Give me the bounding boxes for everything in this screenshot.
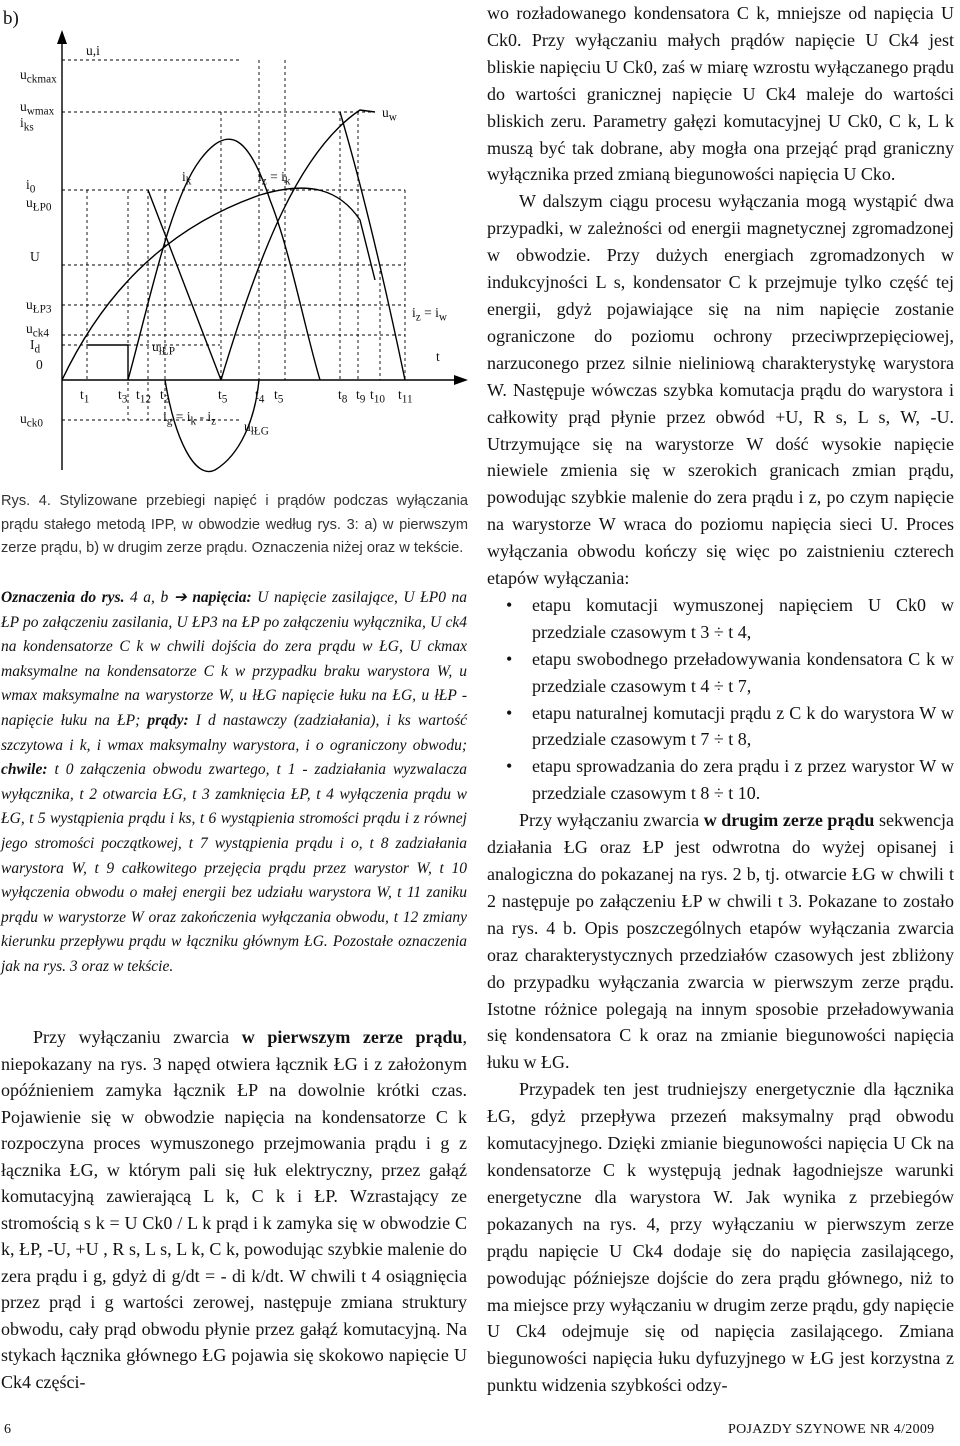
left-column-text [1, 1024, 467, 1395]
right-column-text [487, 0, 954, 1399]
list-item: • etapu sprowadzania do zera prądu i z przez warystor W w przedziale czasowym t 8 ÷ t 10. [532, 753, 954, 807]
legend-times: t 0 załączenia obwodu zwartego, t 1 - zadziałania wyzwalacza wyłącznika, t 2 otwarcia ŁG, t 3 zamknięcia ŁP, t 4 wyłączenia prądu w ŁG, t 5 wystąpienia prądu i ks, t 6 wystąpienia stromości prądu i z równej jego stromości początkowej, t 7 wystąpienia prądu i o, t 8 zadziałania warystora W, t 9 całkowitego przejęcia prądu przez warystor W, t 10 wyłączenia obwodu o małej energii bez udziału warystora W, t 11 zaniku prądu w warystorze W oraz zakończenia wyłączania obwodu, t 12 zmiany kierunku przepływu prądu w łączniku głównym ŁG. Pozostałe oznaczenia jak na rys. 3 oraz w tekście. [1, 761, 467, 975]
legend-voltages-head: napięcia: [192, 589, 252, 606]
label-uwmax: $u_{wmax}$ [20, 99, 55, 118]
label-U: U [30, 249, 40, 264]
label-ik: $i_k$ [182, 169, 192, 188]
paragraph: Przy wyłączaniu zwarcia w pierwszym zerze prądu, niepokazany na rys. 3 napęd otwiera łącznik ŁG i z założonym opóźnieniem zamyka łącznik ŁP na dowolnie krótki czas. Pojawienie się w obwodzie napięcia na kondensatorze C k rozpoczyna proces wymuszonego przejmowania prądu i g z łącznika ŁG, w którym pali się łuk elektryczny, przez gałąź komutacyjną zawierającą L k, C k i ŁP. Wzrastający ze stromością s k = U Ck0 / L k prąd i k zamyka się w obwodzie C k, ŁP, -U, +U , R s, L s, L k, C k, powodując szybkie malenie do zera prądu i g, gdyż di g/dt = - di k/dt. W chwili t 4 osiągnięcia przez prąd i g wartości zerowej, następuje zmiana struktury obwodu, cały prąd obwodu płynie przez gałąź komutacyjną. Na stykach łącznika głównego ŁG pojawia się skokowo napięcie U Ck4 części- [1, 1027, 467, 1392]
legend-head: Oznaczenia do rys. [1, 589, 125, 606]
label-t9: $t_9$ [356, 387, 366, 406]
label-axis-ui: u,i [86, 43, 100, 58]
curve-i-main [62, 188, 375, 380]
label-ulLG: $u_{łŁG}$ [244, 419, 269, 438]
list-item: • etapu swobodnego przeładowywania kondensatora C k w przedziale czasowym t 4 ÷ t 7, [532, 646, 954, 700]
waveform-diagram [0, 0, 470, 480]
legend-voltages: U napięcie zasilające, U ŁP0 na ŁP po załączeniu zasilania, U ŁP3 na ŁP po załączeniu wyłącznika, U ck4 na kondensatorze C k w chwili dojścia do zera prądu w ŁG, U ckmax maksymalne na kondensatorze C k w przypadku braku warystora W, u wmax maksymalne na warystorze W, u łŁG napięcie łuku na ŁG, u łŁP - napięcie łuku na ŁP; [1, 589, 468, 729]
label-iz-ik: $i_z = i_k$ [258, 169, 291, 188]
label-t5b: $t_5$ [274, 387, 284, 406]
label-t3: $t_3$ [118, 387, 128, 406]
label-iz-iw: $i_z = i_w$ [412, 305, 448, 324]
legend-head-rest: 4 a, b [130, 589, 169, 606]
list-item: • etapu naturalnej komutacji prądu z C k do warystora W w przedziale czasowym t 7 ÷ t 8, [532, 700, 954, 754]
label-t12: $t_{12}$ [136, 387, 152, 406]
curve-iz-iw [340, 112, 405, 380]
label-uck0: $u_{ck0}$ [20, 411, 43, 430]
figure-legend [1, 586, 467, 980]
legend-currents-head: prądy: [147, 711, 189, 729]
figure-4b [0, 0, 470, 480]
label-t1: $t_1$ [80, 387, 90, 406]
label-ulLP: $u_{łŁP}$ [152, 339, 176, 358]
label-uLP3: $u_{ŁP3}$ [26, 297, 52, 316]
arrow-icon: ➔ [173, 589, 187, 606]
label-t5a: $t_5$ [218, 387, 228, 406]
journal-footer: POJAZDY SZYNOWE NR 4/2009 [728, 1422, 935, 1437]
label-i0: $i_0$ [26, 177, 36, 196]
label-t8: $t_8$ [338, 387, 348, 406]
page-number: 6 [4, 1422, 11, 1437]
paragraph: Przy wyłączaniu zwarcia w drugim zerze prądu sekwencja działania ŁG oraz ŁP jest odwrotna do wyżej opisanej i analogiczna do pokazanej na rys. 2 b, tj. otwarcie ŁG w chwili t 2 następuje po załączeniu ŁP w chwili t 3. Pokazane to zostało na rys. 4 b. Opis poszczególnych etapów wyłączania zwarcia oraz charakterystycznych przedziałów czasowych jest zbliżony do przypadku wyłączania zwarcia w pierwszym zerze prądu. Istotne różnice polegają na innym sposobie przeładowywania się kondensatora C k oraz na zmianie biegunowości napięcia łuku w ŁG. [487, 810, 954, 1073]
t-axis-arrow [454, 375, 468, 385]
label-zero: 0 [36, 357, 43, 372]
label-uLP0: $u_{ŁP0}$ [26, 195, 52, 214]
y-axis-arrow [57, 30, 67, 44]
label-t4: $t_4$ [255, 387, 265, 406]
label-t11: $t_{11}$ [398, 387, 413, 406]
paragraph: wo rozładowanego kondensatora C k, mniejsze od napięcia U Ck0. Przy wyłączaniu małych prądów napięcie U Ck4 jest bliskie napięciu U Ck0, zaś w miarę wzrostu wyłączanego prądu do wartości granicznej napięcie U Ck4 maleje do wartości bliskich zeru. Parametry gałęzi komutacyjnej U Ck0, C k, L k muszą być tak dobrane, aby mogła ona przejąć prąd graniczny wyłącznika przed zmianą biegunowości napięcia U Cko. [487, 3, 954, 185]
label-uck4: $u_{ck4}$ [26, 321, 49, 340]
label-t: t [436, 349, 440, 364]
label-uckmax: $u_{ckmax}$ [20, 67, 57, 86]
paragraph: W dalszym ciągu procesu wyłączania mogą wystąpić dwa przypadki, w zależności od energii magnetycznej zgromadzonej w obwodzie. Przy dużych energiach zgromadzonych w indukcyjności L s, kondensator C k przejmuje tylko część tej energii, gdyż pojawiające się na nim napięcie zostanie ograniczone do poziomu ochrony przeciwprzepięciowej, narzuconego przez silnie nieliniową charakterystykę warystora W. Następuje wówczas szybka komutacja prądu do warystora i całkowity prąd płynie przez obwód +U, R s, L s, W, -U. Utrzymujące się na warystorze W dość wysokie napięcie niewiele zmienia się w szerokich granicach zmian prądu, powodując szybkie malenie do zera prądu i z, po czym napięcie na warystorze W wraca do poziomu napięcia sieci U. Proces wyłączania obwodu kończy się więc po zaistnieniu czterech etapów wyłączania: [487, 191, 954, 589]
time-markers [87, 60, 405, 420]
label-iks: $i_{ks}$ [20, 115, 34, 134]
figure-part-label: b) [3, 8, 19, 29]
paragraph: Przypadek ten jest trudniejszy energetycznie dla łącznika ŁG, gdyż przepływa przezeń maksymalny prąd obwodu komutacyjnego. Dzięki zmianie biegunowości napięcia U Ck na kondensatorze C k występują jednak łagodniejsze warunki energetyczne dla warystora W. Jak wynika z przebiegów pokazanych na rys. 4, przy wyłączaniu w pierwszym zerze prądu napięcie U Ck4 dodaje się do napięcia zasilającego, powodując późniejsze dojście do zera prądu głównego, niż to ma miejsce przy wyłączaniu w drugim zerze prądu, gdy napięcie U Ck4 odejmuje się od napięcia zasilającego. Zmiana biegunowości napięcia łuku dyfuzyjnego w ŁG jest korzystna z punktu widzenia szybkości odzy- [487, 1079, 954, 1396]
legend-times-head: chwile: [1, 761, 48, 779]
legend-currents: I d nastawczy (zadziałania), i ks wartość szczytowa i k, i wmax maksymalny warystora, i o ograniczony obwodu; [1, 711, 468, 754]
label-t10: $t_{10}$ [370, 387, 386, 406]
figure-caption: Rys. 4. Stylizowane przebiegi napięć i prądów podczas wyłączania prądu stałego metodą IPP, w obwodzie według rys. 3: a) w pierwszym zerze prądu, b) w drugim zerze prądu. Oznaczenia niżej oraz w tekście. [1, 493, 468, 556]
label-t2: $t_2$ [160, 387, 170, 406]
stage-list [487, 592, 954, 807]
curve-uw [221, 110, 375, 380]
curve-ulLP [87, 345, 128, 380]
label-Id: $I_d$ [30, 337, 41, 356]
label-uw: $u_w$ [382, 105, 397, 124]
label-ig: $i_g = i_k - i_z$ [163, 409, 217, 428]
list-item: • etapu komutacji wymuszonej napięciem U Ck0 w przedziale czasowym t 3 ÷ t 4, [532, 592, 954, 646]
